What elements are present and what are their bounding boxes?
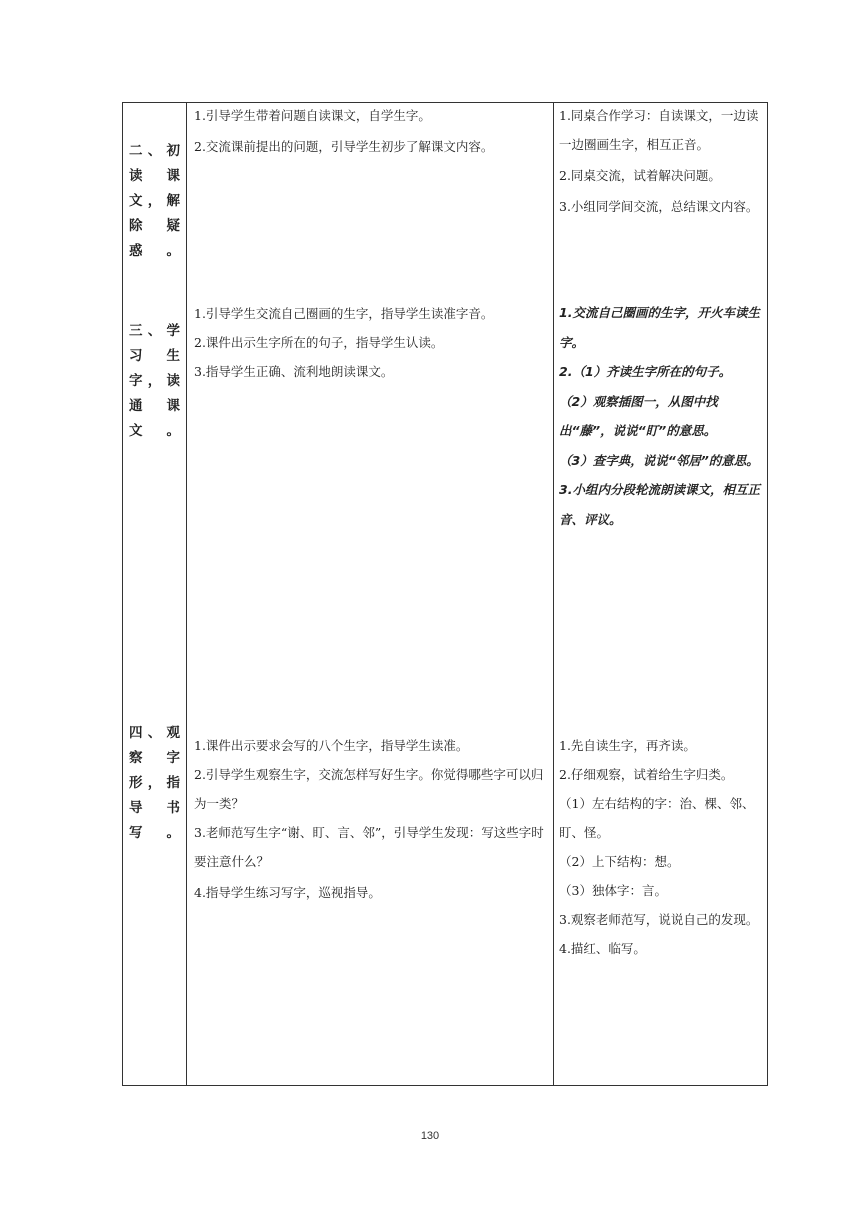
student-step: 2.同桌交流，试着解决问题。 <box>559 168 721 183</box>
section-label-4: 四、观察字形，指导书写。 <box>129 725 180 841</box>
teacher-step: 2.引导学生观察生字，交流怎样写好生字。你觉得哪些字可以归为一类？ <box>194 767 544 811</box>
teacher-step: 2.课件出示生字所在的句子，指导学生认读。 <box>194 335 444 350</box>
student-step: 3.小组内分段轮流朗读课文，相互正音、评议。 <box>559 482 760 527</box>
column-divider-1 <box>186 103 187 1085</box>
student-steps-3 <box>559 298 761 534</box>
student-step: 2.（1）齐读生字所在的句子。 <box>559 364 732 379</box>
teacher-step: 4.指导学生练习写字，巡视指导。 <box>194 885 381 900</box>
student-step: 1.先自读生字，再齐读。 <box>559 738 696 753</box>
teacher-step: 3.老师范写生字“谢、盯、言、邻”，引导学生发现：写这些字时要注意什么？ <box>194 825 544 869</box>
section-label-2: 二、初读课文，解除疑惑。 <box>129 143 180 259</box>
section-label-3: 三、学习生字，读通课文。 <box>129 323 180 439</box>
student-step: 3.小组同学间交流，总结课文内容。 <box>559 199 759 214</box>
teacher-step: 2.交流课前提出的问题，引导学生初步了解课文内容。 <box>194 139 494 154</box>
student-step: 4.描红、临写。 <box>559 941 646 956</box>
column-divider-2 <box>553 103 554 1085</box>
student-step: （2）观察插图一，从图中找出“藤”，说说“盯”的意思。 <box>559 393 718 438</box>
teacher-steps-3 <box>194 299 550 386</box>
student-step: 2.仔细观察，试着给生字归类。 <box>559 767 734 782</box>
page-number: 130 <box>420 1130 440 1142</box>
teacher-step: 1.引导学生带着问题自读课文，自学生字。 <box>194 108 431 123</box>
student-step: （1）左右结构的字：治、棵、邻、盯、怪。 <box>559 796 755 840</box>
teacher-step: 1.引导学生交流自己圈画的生字，指导学生读准字音。 <box>194 306 494 321</box>
teacher-steps-4 <box>194 731 550 907</box>
lesson-table <box>122 102 768 1086</box>
teacher-step: 3.指导学生正确、流利地朗读课文。 <box>194 364 394 379</box>
student-step: （3）独体字：言。 <box>559 883 667 898</box>
student-step: （2）上下结构：想。 <box>559 854 680 869</box>
student-step: 1.交流自己圈画的生字，开火车读生字。 <box>559 305 760 350</box>
student-step: （3）查字典，说说“邻居”的意思。 <box>559 452 759 468</box>
student-steps-4 <box>559 731 761 963</box>
student-step: 1.同桌合作学习：自读课文，一边读一边圈画生字，相互正音。 <box>559 108 759 152</box>
student-step: 3.观察老师范写，说说自己的发现。 <box>559 912 759 927</box>
teacher-steps-2 <box>194 101 550 161</box>
teacher-step: 1.课件出示要求会写的八个生字，指导学生读准。 <box>194 738 469 753</box>
student-steps-2 <box>559 101 761 221</box>
